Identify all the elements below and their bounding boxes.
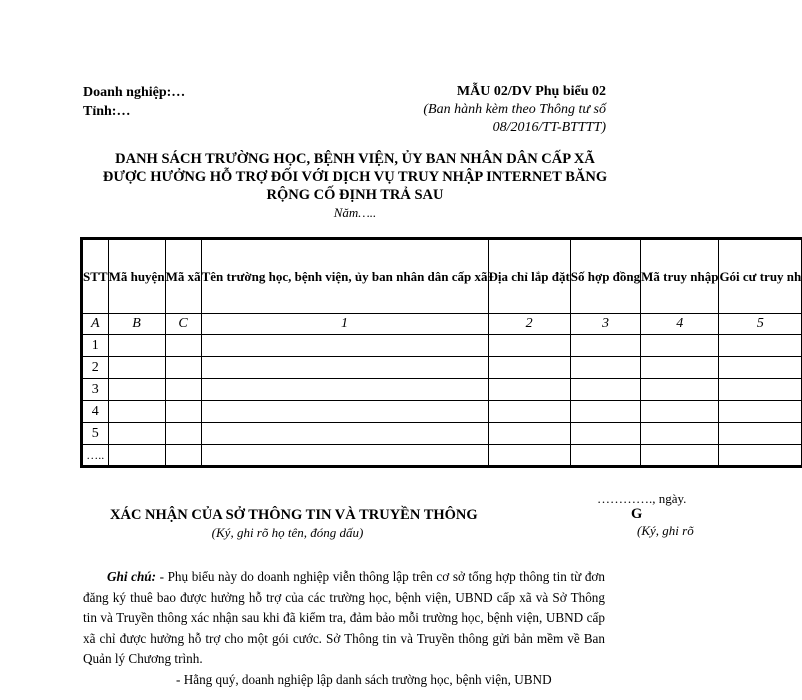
header-left xyxy=(83,83,185,121)
form-code: MẪU 02/DV Phụ biểu 02 xyxy=(456,84,606,99)
date-line: …………., ngày. xyxy=(597,491,687,506)
confirmation-signature-note: (Ký, ghi rõ họ tên, đóng dấu) xyxy=(211,525,364,540)
title-line-2: ĐƯỢC HƯỞNG HỖ TRỢ ĐỐI VỚI DỊCH VỤ TRUY NHẬP INTERNET BĂNG xyxy=(102,169,608,185)
row-number: 5 xyxy=(82,423,109,445)
table-row xyxy=(82,423,802,445)
title-line-3: RỘNG CỐ ĐỊNH TRẢ SAU xyxy=(266,187,444,203)
note-label: Ghi chú: xyxy=(107,569,157,584)
document-title xyxy=(60,150,650,222)
row-number: 2 xyxy=(82,357,109,379)
subsidy-table xyxy=(80,237,802,468)
enterprise-label: Doanh nghiệp:… xyxy=(83,85,186,100)
row-number: 3 xyxy=(82,379,109,401)
header-contract-number: Số hợp đồng xyxy=(570,239,640,314)
code-cell: A xyxy=(82,314,109,335)
table-row xyxy=(82,401,802,423)
code-cell: 2 xyxy=(488,314,570,335)
table-header-row xyxy=(82,239,802,314)
title-line-1: DANH SÁCH TRƯỜNG HỌC, BỆNH VIỆN, ỦY BAN NHÂN DÂN CẤP XÃ xyxy=(115,151,595,167)
header-stt: STT xyxy=(82,239,109,314)
table-row-more xyxy=(82,445,802,467)
row-number: 4 xyxy=(82,401,109,423)
director-title-partial: G xyxy=(631,506,643,522)
code-cell: 4 xyxy=(641,314,719,335)
row-ellipsis: ….. xyxy=(82,445,109,467)
province-label: Tỉnh:… xyxy=(83,104,131,119)
note-text-1: - Phụ biểu này do doanh nghiệp viễn thông lập trên cơ sở tổng hợp thông tin từ đơn đăng ký thuê bao được hưởng hỗ trợ của các trường học, bệnh viện, UBND cấp xã và Sở Thông tin và Truyền thông xác nhận sau khi đã kiểm tra, đảm bảo mỗi trường học, bệnh viện, UBND cấp xã chỉ được hưởng hỗ trợ cho một gói cước. Sở Thông tin và Truyền thông gửi bản mềm về Ban Quản lý Chương trình. xyxy=(83,569,606,667)
code-cell: 1 xyxy=(201,314,488,335)
circular-ref-line2: 08/2016/TT-BTTTT) xyxy=(492,120,606,135)
header-commune-code: Mã xã xyxy=(165,239,201,314)
header-install-address: Địa chỉ lắp đặt xyxy=(488,239,570,314)
table-row xyxy=(82,357,802,379)
row-number: 1 xyxy=(82,335,109,357)
header-institution-name: Tên trường học, bệnh viện, ủy ban nhân dân cấp xã xyxy=(201,239,488,314)
code-cell: C xyxy=(165,314,201,335)
note-text-2: - Hằng quý, doanh nghiệp lập danh sách trường học, bệnh viện, UBND xyxy=(176,671,552,687)
table-row xyxy=(82,335,802,357)
table-row xyxy=(82,379,802,401)
confirmation-block xyxy=(110,506,478,541)
header-package: Gói cư truy nh xyxy=(719,239,802,314)
table-code-row xyxy=(82,314,802,335)
code-cell: 5 xyxy=(719,314,802,335)
director-signature-note: (Ký, ghi rõ xyxy=(637,523,694,538)
note-paragraph xyxy=(83,670,605,691)
header-right xyxy=(395,83,606,137)
notes-section xyxy=(83,567,605,691)
confirmation-title: XÁC NHẬN CỦA SỞ THÔNG TIN VÀ TRUYỀN THÔNG xyxy=(110,507,478,523)
code-cell: B xyxy=(108,314,165,335)
header-district-code: Mã huyện xyxy=(108,239,165,314)
circular-ref-line1: (Ban hành kèm theo Thông tư số xyxy=(423,102,606,117)
code-cell: 3 xyxy=(570,314,640,335)
year-line: Năm….. xyxy=(333,205,377,220)
header-access-code: Mã truy nhập xyxy=(641,239,719,314)
note-paragraph xyxy=(83,567,605,670)
